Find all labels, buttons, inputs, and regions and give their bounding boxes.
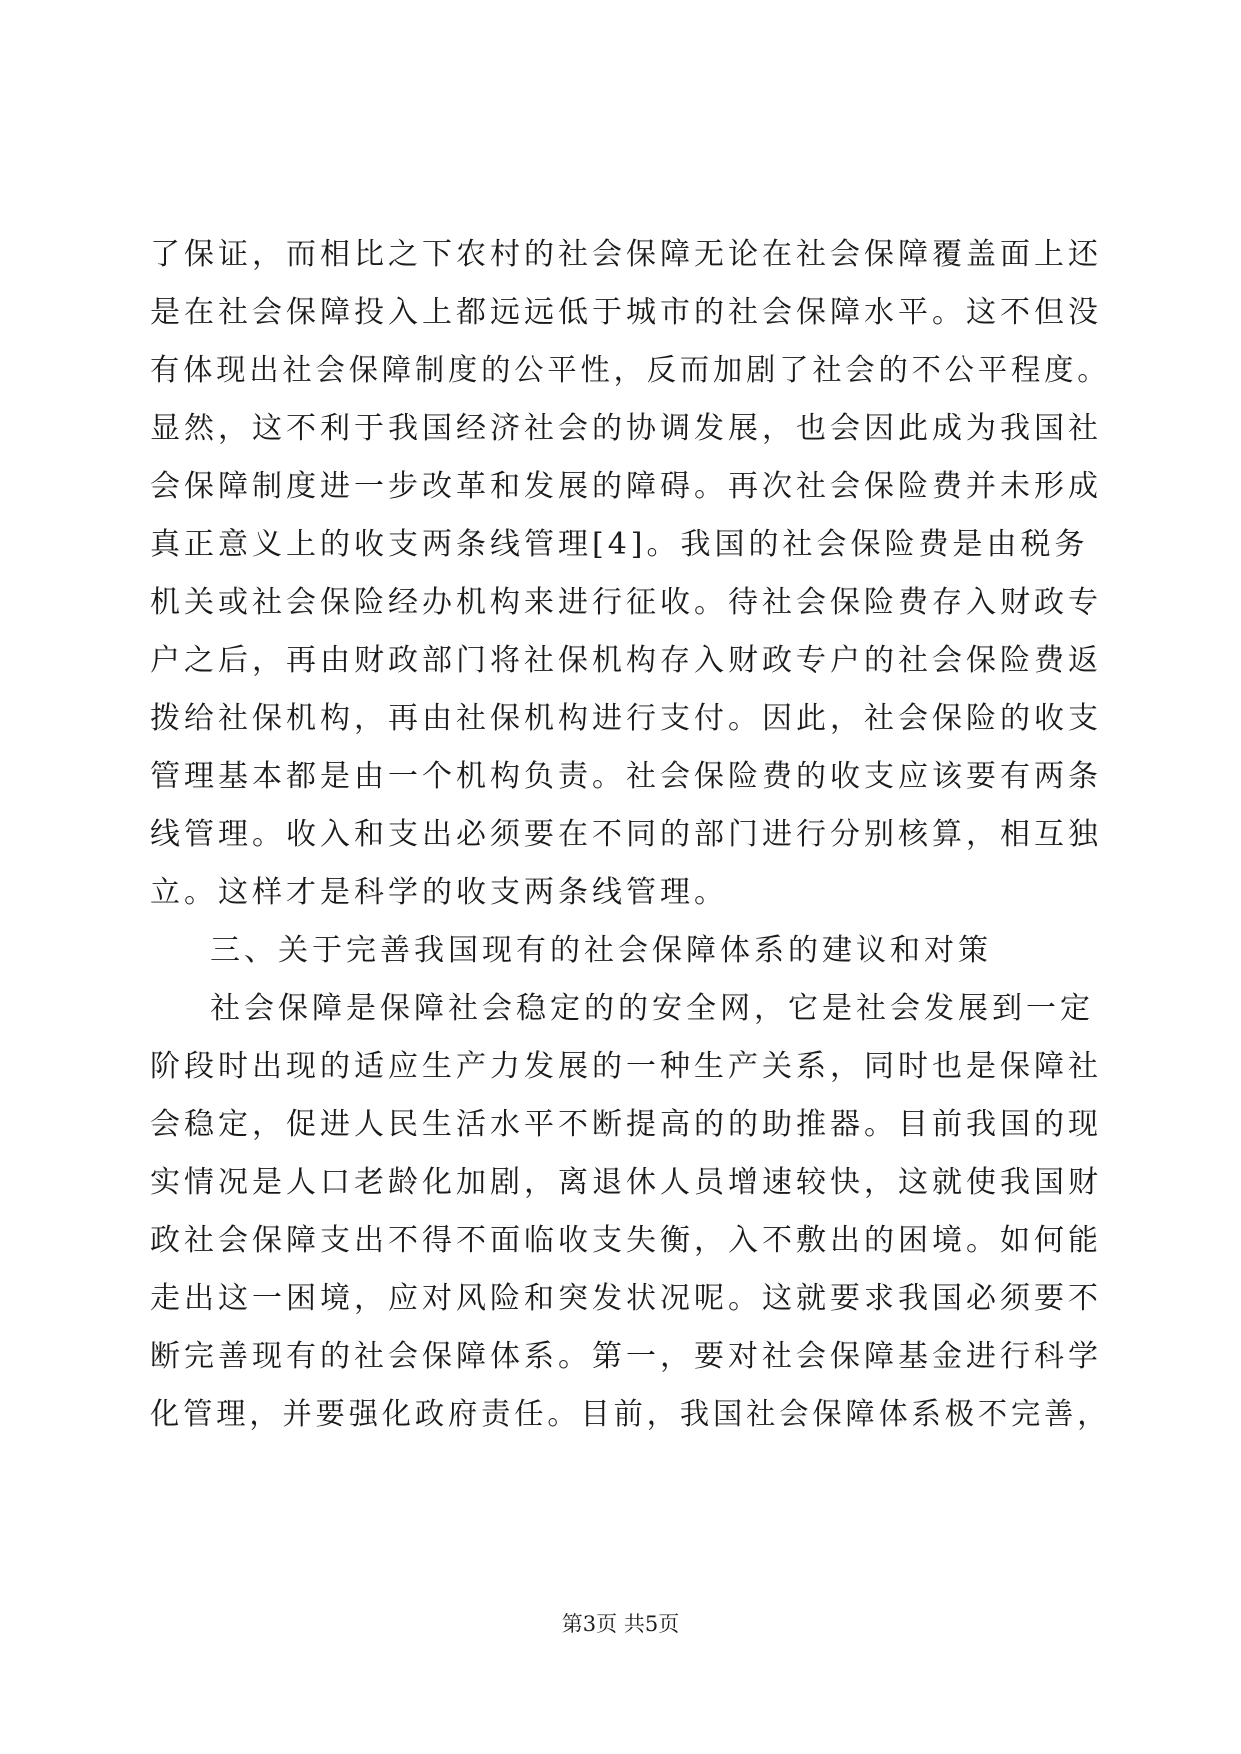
body-line: 显然，这不利于我国经济社会的协调发展，也会因此成为我国社: [150, 411, 1102, 446]
body-line: 会稳定，促进人民生活水平不断提高的的助推器。目前我国的现: [150, 1107, 1102, 1142]
body-line: 户之后，再由财政部门将社保机构存入财政专户的社会保险费返: [150, 643, 1102, 678]
body-line: 社会保障是保障社会稳定的的安全网，它是社会发展到一定: [210, 991, 1094, 1026]
body-line: 线管理。收入和支出必须要在不同的部门进行分别核算，相互独: [150, 817, 1102, 852]
body-line: 是在社会保障投入上都远远低于城市的社会保障水平。这不但没: [150, 295, 1102, 330]
body-line: 化管理，并要强化政府责任。目前，我国社会保障体系极不完善，: [150, 1397, 1111, 1432]
body-line: 会保障制度进一步改革和发展的障碍。再次社会保险费并未形成: [150, 469, 1102, 504]
section-heading: 三、关于完善我国现有的社会保障体系的建议和对策: [210, 933, 992, 968]
body-line: 拨给社保机构，再由社保机构进行支付。因此，社会保险的收支: [150, 701, 1102, 736]
body-line: 真正意义上的收支两条线管理[4]。我国的社会保险费是由税务: [150, 527, 1089, 562]
page-footer: 第3页 共5页: [561, 1612, 680, 1636]
body-line: 管理基本都是由一个机构负责。社会保险费的收支应该要有两条: [150, 759, 1102, 794]
body-line: 断完善现有的社会保障体系。第一，要对社会保障基金进行科学: [150, 1339, 1102, 1374]
body-line: 政社会保障支出不得不面临收支失衡，入不敷出的困境。如何能: [150, 1223, 1102, 1258]
body-line: 立。这样才是科学的收支两条线管理。: [150, 875, 728, 910]
body-line: 阶段时出现的适应生产力发展的一种生产关系，同时也是保障社: [150, 1049, 1102, 1084]
body-line: 走出这一困境，应对风险和突发状况呢。这就要求我国必须要不: [150, 1281, 1102, 1316]
body-line: 了保证，而相比之下农村的社会保障无论在社会保障覆盖面上还: [150, 237, 1102, 272]
body-line: 有体现出社会保障制度的公平性，反而加剧了社会的不公平程度。: [150, 353, 1111, 388]
body-line: 机关或社会保险经办机构来进行征收。待社会保险费存入财政专: [150, 585, 1102, 620]
body-line: 实情况是人口老龄化加剧，离退休人员增速较快，这就使我国财: [150, 1165, 1102, 1200]
